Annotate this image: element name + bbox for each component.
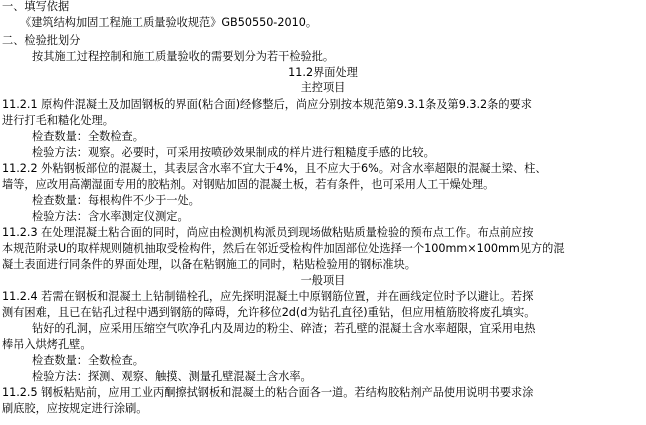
clause-11-2-1-line2: 进行打毛和糙化处理。 [2,114,114,127]
batch-division-text: 按其施工过程控制和施工质量验收的需要划分为若干检验批。 [32,50,335,63]
check-quantity: 检查数量：全数检查。 [32,354,144,367]
clause-11-2-2-line1: 11.2.2 外粘钢板部位的混凝土，其表层含水率不宜大于4%，且不应大于6%。对含水率超限的混凝土梁、柱、 [2,162,547,175]
check-method: 检验方法：观察。必要时，可采用按喷砂效果制成的样片进行粗糙度手感的比较。 [32,146,435,159]
check-method: 检验方法：探测、观察、触摸、测量孔壁混凝土含水率。 [32,370,312,383]
subsection-title: 11.2界面处理 [288,66,358,79]
clause-11-2-2-line2: 墙等，应改用高潮湿面专用的胶粘剂。对钢贴加固的混凝土板，若有条件，也可采用人工干燥处理。 [2,178,495,191]
clause-11-2-4-line1: 11.2.4 若需在钢板和混凝土上钻制锚栓孔，应先探明混凝土中原钢筋位置，并在画线定位时予以避让。若探 [2,290,534,303]
clause-11-2-4-line4: 棒吊入烘烤孔壁。 [2,338,92,351]
clause-11-2-4-line3: 钻好的孔洞，应采用压缩空气吹净孔内及周边的粉尘、碎渣；若孔壁的混凝土含水率超限，宜采用电热 [32,322,536,335]
main-items-heading: 主控项目 [300,81,346,94]
check-quantity: 检查数量：全数检查。 [32,130,144,143]
clause-11-2-5-line2: 刷底胶，应按规定进行涂刷。 [2,402,148,415]
general-items-heading: 一般项目 [300,274,346,287]
check-quantity: 检查数量：每根构件不少于一处。 [32,194,200,207]
clause-11-2-1-line1: 11.2.1 原构件混凝土及加固钢板的界面(粘合面)经修整后，尚应分别按本规范第9.3.1条及第9.3.2条的要求 [2,98,532,111]
clause-11-2-3-line1: 11.2.3 在处理混凝土粘合面的同时，尚应由检测机构派员到现场做粘贴质量检验的预布点工作。布点前应按 [2,226,534,239]
check-method: 检验方法：含水率测定仪测定。 [32,210,189,223]
clause-11-2-3-line2: 本规范附录U的取样规则随机抽取受检构件，然后在邻近受检构件加固部位处选择一个100mm×100mm见方的混 [2,242,565,255]
standard-reference: 《建筑结构加固工程施工质量验收规范》GB50550-2010。 [20,16,318,29]
clause-11-2-3-line3: 凝土表面进行同条件的界面处理，以备在粘钢施工的同时，粘贴检验用的钢标准块。 [2,258,416,271]
section-heading-batch: 二、检验批划分 [2,34,81,47]
section-heading-basis: 一、填写依据 [2,0,70,13]
clause-11-2-4-line2: 测有困难，且已在钻孔过程中遇到钢筋的障碍，允许移位2d(d为钻孔直径)重钻，但应用植筋胶将废孔填实。 [2,306,536,319]
clause-11-2-5-line1: 11.2.5 钢板粘贴前，应用工业丙酮擦拭钢板和混凝土的粘合面各一道。若结构胶粘剂产品使用说明书要求涂 [2,386,534,399]
